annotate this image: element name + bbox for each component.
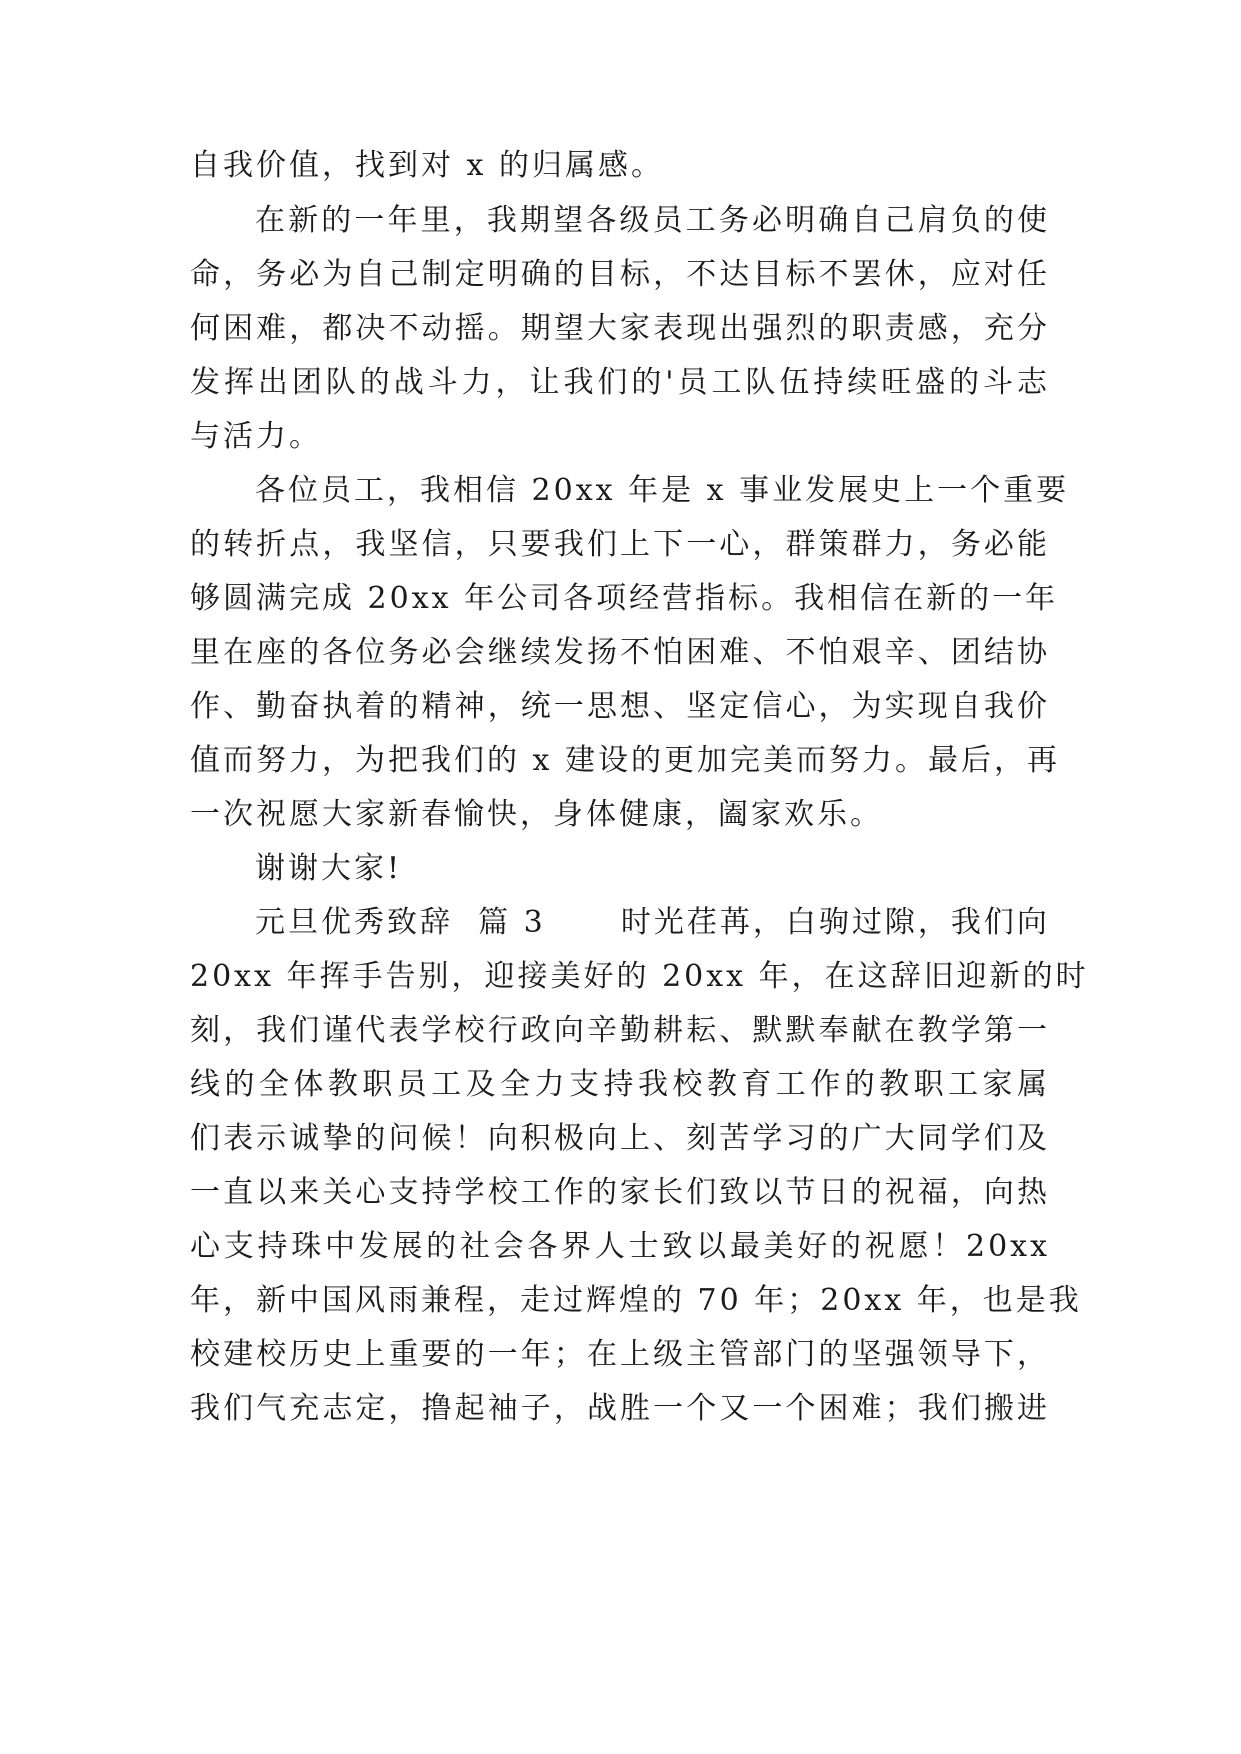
text-line: 校建校历史上重要的一年；在上级主管部门的坚强领导下， xyxy=(190,1337,1050,1372)
text-line: 一次祝愿大家新春愉快，身体健康，阖家欢乐。 xyxy=(190,797,883,832)
text-line: 们表示诚挚的问候！向积极向上、刻苦学习的广大同学们及 xyxy=(190,1121,1050,1156)
text-line: 20xx 年挥手告别，迎接美好的 20xx 年，在这辞旧迎新的时 xyxy=(190,959,1089,994)
text-line: 年，新中国风雨兼程，走过辉煌的 70 年；20xx 年，也是我 xyxy=(190,1283,1082,1318)
text-line: 各位员工，我相信 20xx 年是 x 事业发展史上一个重要 xyxy=(255,473,1070,508)
text-line: 命，务必为自己制定明确的目标，不达目标不罢休，应对任 xyxy=(190,257,1050,292)
text-line: 谢谢大家! xyxy=(255,851,403,886)
text-line: 自我价值，找到对 x 的归属感。 xyxy=(190,148,664,183)
text-line: 在新的一年里，我期望各级员工务必明确自己肩负的使 xyxy=(255,203,1050,238)
text-line: 作、勤奋执着的精神，统一思想、坚定信心，为实现自我价 xyxy=(190,689,1050,724)
text-line: 我们气充志定，撸起袖子，战胜一个又一个困难；我们搬进 xyxy=(190,1391,1050,1426)
text-line: 元旦优秀致辞 篇 3 时光荏苒，白驹过隙，我们向 xyxy=(255,905,1050,940)
text-line: 刻，我们谨代表学校行政向辛勤耕耘、默默奉献在教学第一 xyxy=(190,1013,1050,1048)
text-line: 里在座的各位务必会继续发扬不怕困难、不怕艰辛、团结协 xyxy=(190,635,1050,670)
text-line: 何困难，都决不动摇。期望大家表现出强烈的职责感，充分 xyxy=(190,311,1050,346)
text-line: 线的全体教职员工及全力支持我校教育工作的教职工家属 xyxy=(190,1067,1050,1102)
text-line: 与活力。 xyxy=(190,419,322,454)
text-line: 一直以来关心支持学校工作的家长们致以节日的祝福，向热 xyxy=(190,1175,1050,1210)
text-line: 发挥出团队的战斗力，让我们的'员工队伍持续旺盛的斗志 xyxy=(190,365,1050,400)
text-line: 的转折点，我坚信，只要我们上下一心，群策群力，务必能 xyxy=(190,527,1050,562)
text-line: 够圆满完成 20xx 年公司各项经营指标。我相信在新的一年 xyxy=(190,581,1059,616)
text-line: 心支持珠中发展的社会各界人士致以最美好的祝愿！20xx xyxy=(190,1229,1050,1264)
text-line: 值而努力，为把我们的 x 建设的更加完美而努力。最后，再 xyxy=(190,743,1060,778)
